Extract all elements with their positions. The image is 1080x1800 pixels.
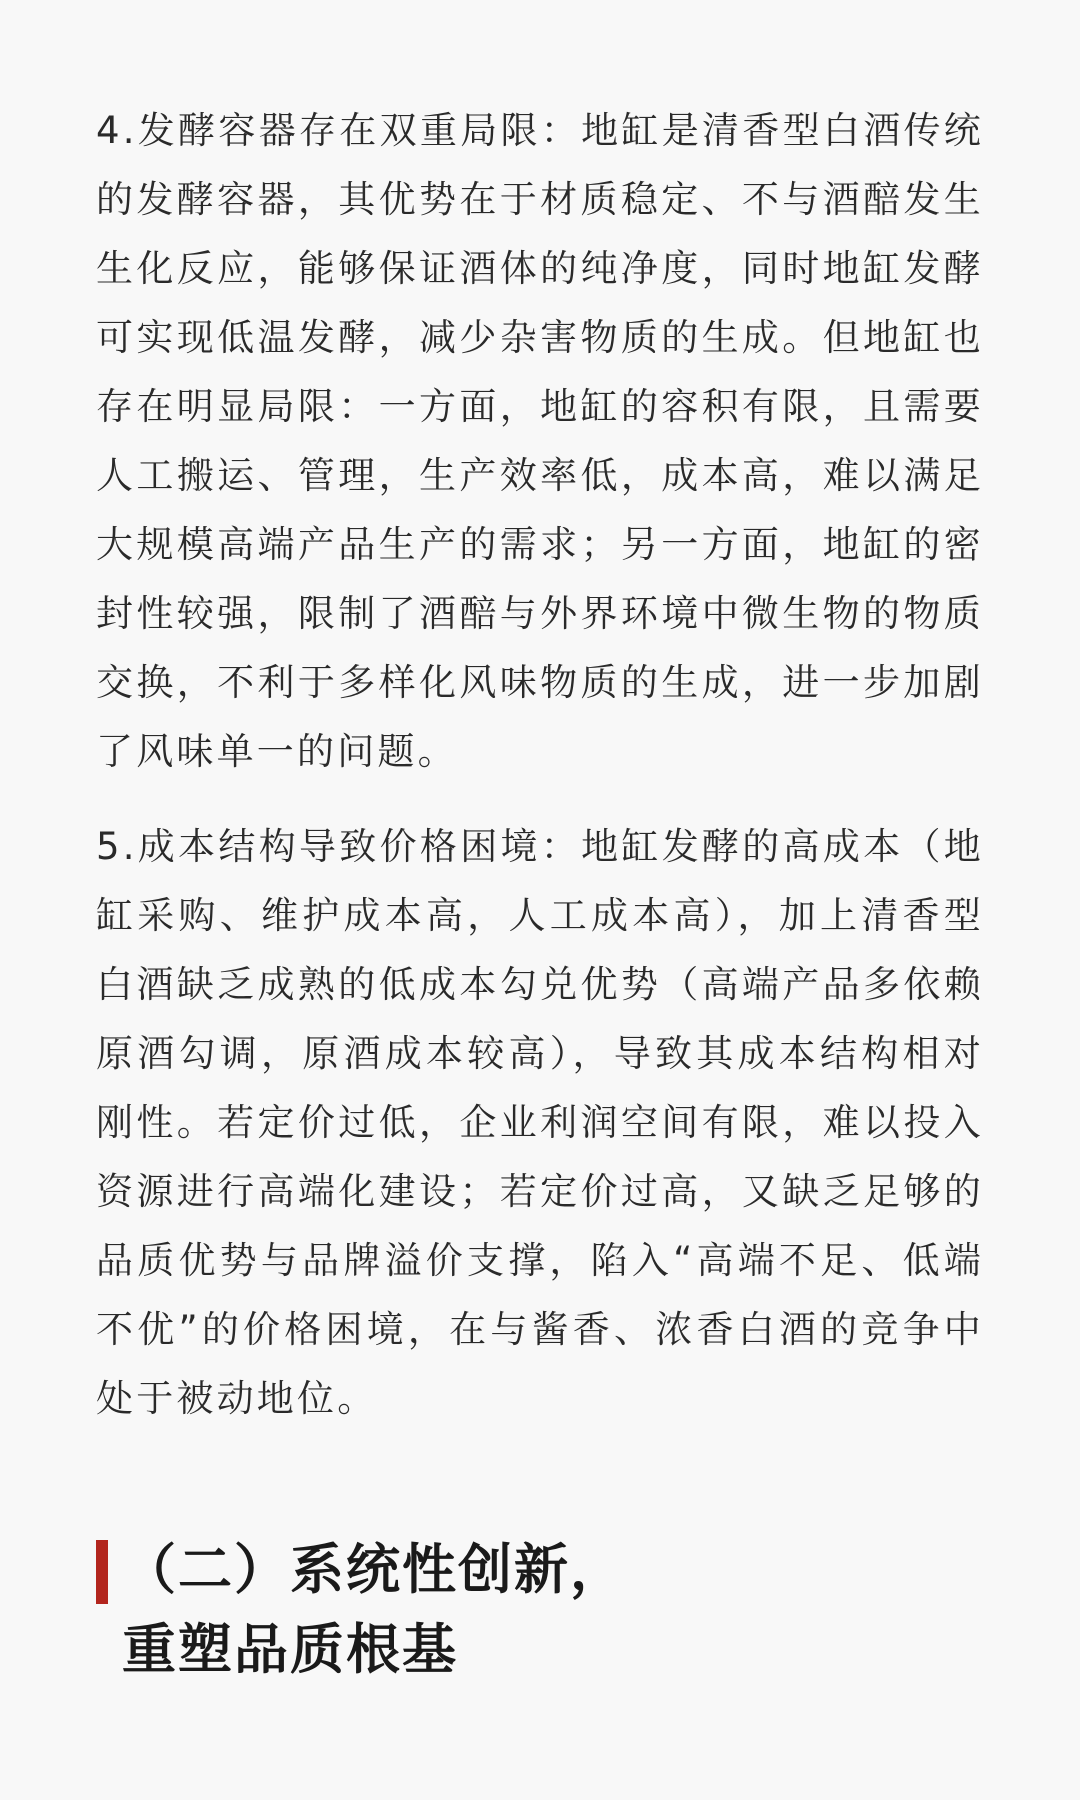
section-title-line-1: （二）系统性创新，: [122, 1538, 626, 1601]
paragraph-fermentation-container: 4.发酵容器存在双重局限：地缸是清香型白酒传统的发酵容器，其优势在于材质稳定、不与酒醅发生生化反应，能够保证酒体的纯净度，同时地缸发酵可实现低温发酵，减少杂害物质的生成。但地缸也存在明显局限：一方面，地缸的容积有限，且需要人工搬运、管理，生产效率低，成本高，难以满足大规模高端产品生产的需求；另一方面，地缸的密封性较强，限制了酒醅与外界环境中微生物的物质交换，不利于多样化风味物质的生成，进一步加剧了风味单一的问题。: [96, 109, 984, 773]
heading-accent-bar: [96, 1540, 108, 1604]
section-heading: [96, 1530, 976, 1690]
section-title: [96, 1530, 976, 1690]
paragraph-cost-structure: 5.成本结构导致价格困境：地缸发酵的高成本（地缸采购、维护成本高，人工成本高），加上清香型白酒缺乏成熟的低成本勾兑优势（高端产品多依赖原酒勾调，原酒成本较高），导致其成本结构相对刚性。若定价过低，企业利润空间有限，难以投入资源进行高端化建设；若定价过高，又缺乏足够的品质优势与品牌溢价支撑，陷入“高端不足、低端不优”的价格困境，在与酱香、浓香白酒的竞争中处于被动地位。: [96, 825, 984, 1420]
section-title-line-2: 重塑品质根基: [122, 1618, 458, 1681]
